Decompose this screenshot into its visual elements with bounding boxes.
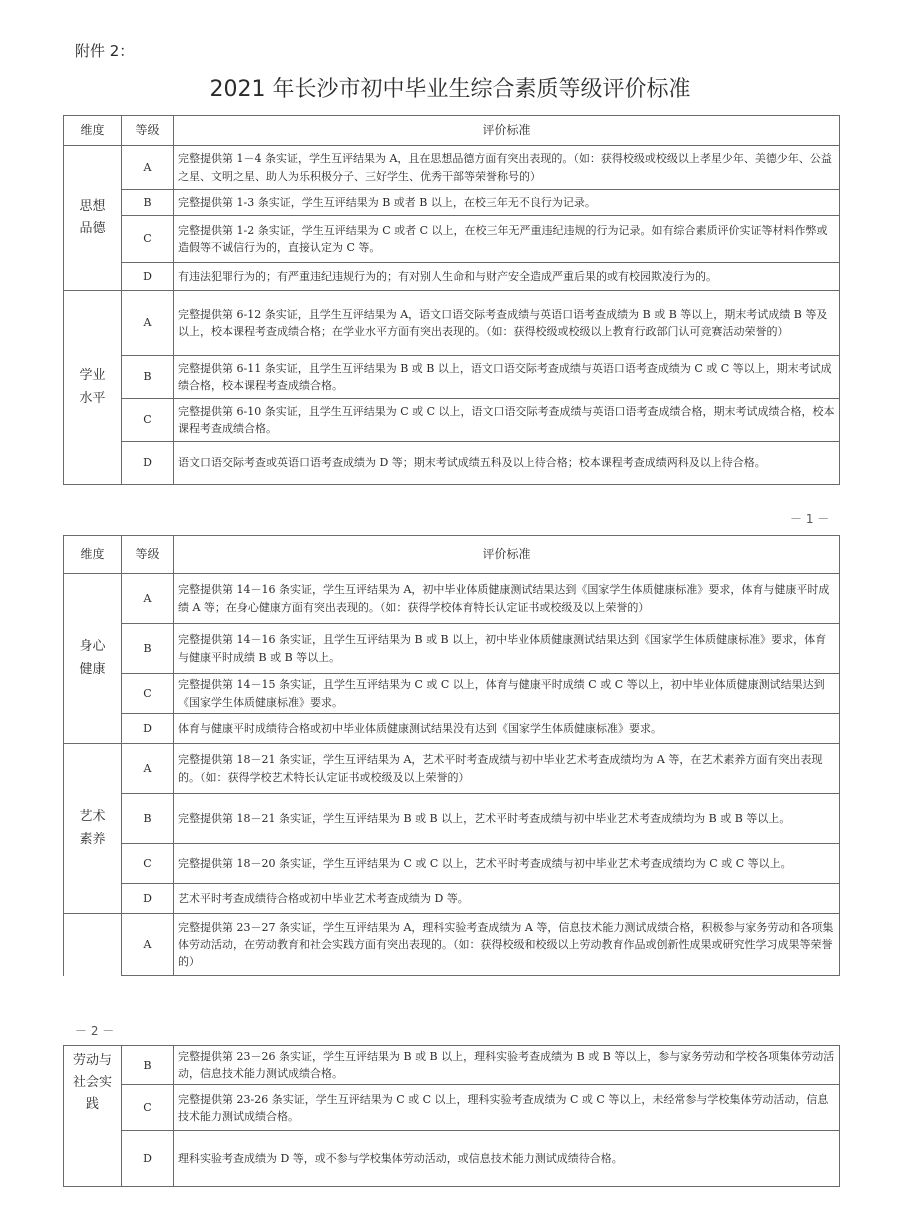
- page-title: 2021 年长沙市初中毕业生综合素质等级评价标准: [209, 77, 691, 102]
- page-number: － 2 －: [75, 1024, 115, 1038]
- dimension-name-line: 健康: [79, 661, 106, 677]
- dimension-name-line: 学业: [79, 368, 106, 384]
- criteria-cell: 完整提供第 1-2 条实证，学生互评结果为 C 或者 C 以上，在校三年无严重违纪违规的行为记录。如有综合素质评价实证等材料作弊或造假等不诚信行为的，直接认定为 C 等。: [174, 216, 840, 263]
- header-criteria: 评价标准: [174, 536, 840, 574]
- criteria-cell: 完整提供第 23-26 条实证，学生互评结果为 C 或 C 以上，理科实验考查成绩为 C 或 C 等以上，未经常参与学校集体劳动活动，信息技术能力测试成绩合格。: [174, 1085, 840, 1131]
- dimension-name-line: 品德: [79, 221, 106, 236]
- attachment-label: 附件 2：: [75, 42, 135, 60]
- table-row: [64, 1131, 840, 1187]
- grade-cell: B: [122, 1046, 174, 1085]
- criteria-cell: 语文口语交际考查或英语口语考查成绩为 D 等；期末考试成绩五科及以上待合格；校本课程考查成绩两科及以上待合格。: [174, 442, 840, 485]
- table-row: [64, 744, 840, 794]
- dimension-name-line: 劳动与: [72, 1053, 112, 1068]
- criteria-cell: 完整提供第 6-12 条实证，且学生互评结果为 A，语文口语交际考查成绩与英语口语考查成绩为 B 或 B 等以上，期末考试成绩 B 等及以上，校本课程考查成绩合格；在学业水平方面有突出表现的。（如：获得校级或校级以上教育行政部门认可竞赛活动荣誉的）: [174, 291, 840, 356]
- header-grade: 等级: [122, 536, 174, 574]
- criteria-cell: 完整提供第 23－26 条实证，学生互评结果为 B 或 B 以上，理科实验考查成绩为 B 或 B 等以上，参与家务劳动和学校各项集体劳动活动，信息技术能力测试成绩合格。: [174, 1046, 840, 1085]
- dimension-cell: [64, 574, 122, 744]
- criteria-cell: 有违法犯罪行为的；有严重违纪违规行为的；有对别人生命和与财产安全造成严重后果的或有校园欺凌行为的。: [174, 263, 840, 291]
- criteria-cell: 完整提供第 23－27 条实证，学生互评结果为 A，理科实验考查成绩为 A 等，信息技术能力测试成绩合格，积极参与家务劳动和各项集体劳动活动，在劳动教育和社会实践方面有突出表现的。（如：获得校级和校级以上劳动教育作品或创新性成果或研究性学习成果等荣誉的）: [174, 914, 840, 976]
- grade-cell: D: [122, 263, 174, 291]
- dimension-name-line: 素养: [79, 831, 106, 847]
- criteria-cell: 完整提供第 6-11 条实证，且学生互评结果为 B 或 B 以上，语文口语交际考查成绩与英语口语考查成绩为 C 或 C 等以上，期末考试成绩合格，校本课程考查成绩合格。: [174, 356, 840, 399]
- criteria-table-page2: [63, 535, 840, 976]
- grade-cell: C: [122, 1085, 174, 1131]
- criteria-cell: 体育与健康平时成绩待合格或初中毕业体质健康测试结果没有达到《国家学生体质健康标准》要求。: [174, 714, 840, 744]
- criteria-cell: 理科实验考查成绩为 D 等，或不参与学校集体劳动活动，或信息技术能力测试成绩待合格。: [174, 1131, 840, 1187]
- criteria-table-page1: [63, 115, 840, 485]
- criteria-cell: 完整提供第 18－21 条实证，学生互评结果为 B 或 B 以上，艺术平时考查成绩与初中毕业艺术考查成绩均为 B 或 B 等以上。: [174, 794, 840, 844]
- dimension-name-line: 践: [85, 1097, 99, 1113]
- page-number: － 1 －: [790, 512, 830, 526]
- table-row: [64, 674, 840, 714]
- criteria-cell: 完整提供第 14－16 条实证，且学生互评结果为 B 或 B 以上，初中毕业体质健康测试结果达到《国家学生体质健康标准》要求，体育与健康平时成绩 B 或 B 等以上。: [174, 624, 840, 674]
- grade-cell: B: [122, 190, 174, 216]
- table-header-row: [64, 536, 840, 574]
- dimension-cell: [64, 744, 122, 914]
- criteria-cell: 完整提供第 18－20 条实证，学生互评结果为 C 或 C 以上，艺术平时考查成绩与初中毕业艺术考查成绩均为 C 或 C 等以上。: [174, 844, 840, 884]
- table-row: [64, 263, 840, 291]
- dimension-cell: [64, 1046, 122, 1187]
- grade-cell: C: [122, 216, 174, 263]
- table-row: [64, 794, 840, 844]
- grade-cell: D: [122, 1131, 174, 1187]
- dimension-name-line: 艺术: [79, 809, 106, 825]
- criteria-cell: 完整提供第 14－16 条实证，学生互评结果为 A，初中毕业体质健康测试结果达到《国家学生体质健康标准》要求，体育与健康平时成绩 A 等；在身心健康方面有突出表现的。（如：获得学校体育特长认定证书或校级及以上荣誉的）: [174, 574, 840, 624]
- dimension-name-line: 社会实: [72, 1075, 112, 1091]
- criteria-cell: 完整提供第 1－4 条实证，学生互评结果为 A，且在思想品德方面有突出表现的。（如：获得校级或校级以上孝星少年、美德少年、公益之星、文明之星、助人为乐积极分子、三好学生、优秀干部等荣誉称号的）: [174, 146, 840, 190]
- grade-cell: A: [122, 146, 174, 190]
- grade-cell: D: [122, 714, 174, 744]
- table-row: [64, 356, 840, 399]
- dimension-cell: [64, 291, 122, 485]
- criteria-table-page3: [63, 1045, 840, 1187]
- header-dimension: 维度: [64, 116, 122, 146]
- grade-cell: C: [122, 399, 174, 442]
- grade-cell: D: [122, 884, 174, 914]
- criteria-cell: 完整提供第 14－15 条实证，且学生互评结果为 C 或 C 以上，体育与健康平时成绩 C 或 C 等以上，初中毕业体质健康测试结果达到《国家学生体质健康标准》要求。: [174, 674, 840, 714]
- table-row: [64, 914, 840, 976]
- grade-cell: C: [122, 844, 174, 884]
- grade-cell: C: [122, 674, 174, 714]
- grade-cell: A: [122, 744, 174, 794]
- grade-cell: A: [122, 914, 174, 976]
- table-row: [64, 216, 840, 263]
- grade-cell: D: [122, 442, 174, 485]
- dimension-name-line: 水平: [79, 390, 106, 406]
- table-row: [64, 1046, 840, 1085]
- dimension-name-line: 思想: [79, 198, 106, 214]
- table-row: [64, 624, 840, 674]
- table-row: [64, 714, 840, 744]
- table-row: [64, 442, 840, 485]
- criteria-cell: 完整提供第 6-10 条实证，且学生互评结果为 C 或 C 以上，语文口语交际考查成绩与英语口语考查成绩合格，期末考试成绩合格，校本课程考查成绩合格。: [174, 399, 840, 442]
- grade-cell: A: [122, 291, 174, 356]
- table-row: [64, 190, 840, 216]
- dimension-cell-empty: [64, 914, 122, 976]
- criteria-cell: 完整提供第 1-3 条实证，学生互评结果为 B 或者 B 以上，在校三年无不良行为记录。: [174, 190, 840, 216]
- table-row: [64, 399, 840, 442]
- table-header-row: [64, 116, 840, 146]
- criteria-cell: 完整提供第 18－21 条实证，学生互评结果为 A，艺术平时考查成绩与初中毕业艺术考查成绩均为 A 等，在艺术素养方面有突出表现的。（如：获得学校艺术特长认定证书或校级及以上荣誉的）: [174, 744, 840, 794]
- criteria-cell: 艺术平时考查成绩待合格或初中毕业艺术考查成绩为 D 等。: [174, 884, 840, 914]
- header-dimension: 维度: [64, 536, 122, 574]
- dimension-name-line: 身心: [79, 639, 106, 655]
- header-grade: 等级: [122, 116, 174, 146]
- table-row: [64, 884, 840, 914]
- table-row: [64, 1085, 840, 1131]
- dimension-cell: [64, 146, 122, 291]
- table-row: [64, 291, 840, 356]
- table-row: [64, 574, 840, 624]
- table-row: [64, 844, 840, 884]
- table-row: [64, 146, 840, 190]
- header-criteria: 评价标准: [174, 116, 840, 146]
- grade-cell: B: [122, 624, 174, 674]
- grade-cell: B: [122, 356, 174, 399]
- grade-cell: A: [122, 574, 174, 624]
- grade-cell: B: [122, 794, 174, 844]
